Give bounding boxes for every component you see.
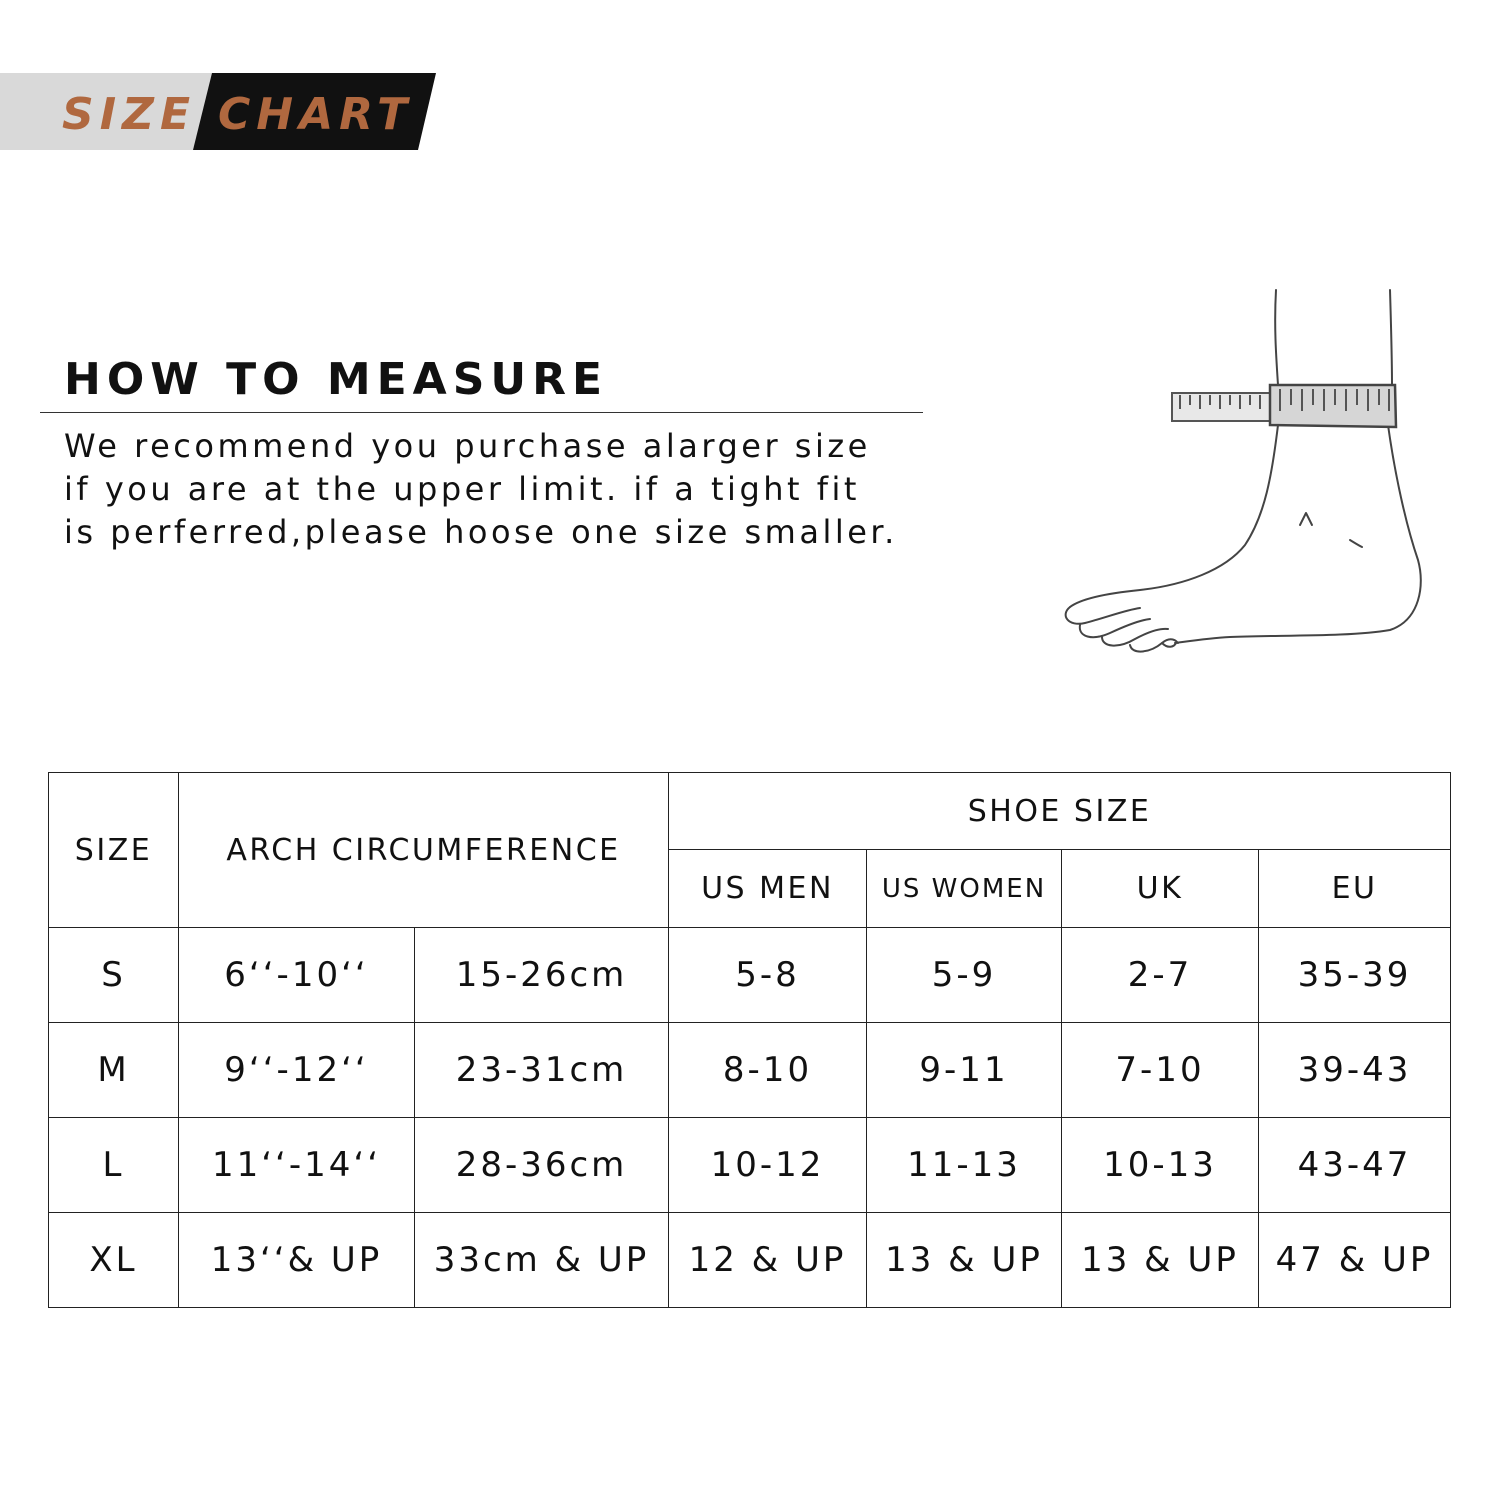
cell-arch-inch: 9‘‘-12‘‘ [179, 1023, 415, 1118]
instruction-line-2: if you are at the upper limit. if a tight fit [64, 470, 860, 508]
cell-arch-inch: 6‘‘-10‘‘ [179, 928, 415, 1023]
cell-arch-inch: 11‘‘-14‘‘ [179, 1118, 415, 1213]
cell-size: XL [49, 1213, 179, 1308]
cell-uk: 13 & UP [1062, 1213, 1259, 1308]
cell-uk: 10-13 [1062, 1118, 1259, 1213]
banner-word-size: SIZE [62, 89, 197, 140]
cell-size: L [49, 1118, 179, 1213]
banner-word-chart: CHART [218, 89, 414, 140]
header-us-men: US MEN [669, 850, 867, 928]
cell-arch-cm: 15-26cm [415, 928, 669, 1023]
cell-uk: 7-10 [1062, 1023, 1259, 1118]
cell-us-women: 9-11 [867, 1023, 1062, 1118]
cell-us-men: 5-8 [669, 928, 867, 1023]
cell-size: S [49, 928, 179, 1023]
cell-eu: 35-39 [1259, 928, 1451, 1023]
instruction-line-3: is perferred,please hoose one size smaller. [64, 513, 898, 551]
size-chart-table [48, 772, 1451, 1308]
foot-measuring-tape-icon [1050, 285, 1440, 655]
header-us-women: US WOMEN [867, 850, 1062, 928]
size-chart-banner [0, 73, 440, 150]
header-size: SIZE [49, 773, 179, 928]
cell-us-women: 5-9 [867, 928, 1062, 1023]
header-eu: EU [1259, 850, 1451, 928]
title-divider [40, 412, 923, 413]
table-row [49, 1118, 1451, 1213]
header-shoe-size: SHOE SIZE [669, 773, 1451, 850]
cell-arch-inch: 13‘‘& UP [179, 1213, 415, 1308]
table-row [49, 1023, 1451, 1118]
table-row [49, 1213, 1451, 1308]
cell-us-women: 11-13 [867, 1118, 1062, 1213]
cell-us-men: 10-12 [669, 1118, 867, 1213]
header-uk: UK [1062, 850, 1259, 928]
cell-us-men: 12 & UP [669, 1213, 867, 1308]
how-to-measure-title: HOW TO MEASURE [64, 354, 609, 405]
cell-arch-cm: 28-36cm [415, 1118, 669, 1213]
cell-size: M [49, 1023, 179, 1118]
cell-arch-cm: 33cm & UP [415, 1213, 669, 1308]
cell-us-women: 13 & UP [867, 1213, 1062, 1308]
table-row [49, 928, 1451, 1023]
cell-eu: 43-47 [1259, 1118, 1451, 1213]
table-header-row [49, 773, 1451, 850]
cell-us-men: 8-10 [669, 1023, 867, 1118]
header-arch-circumference: ARCH CIRCUMFERENCE [179, 773, 669, 928]
cell-eu: 39-43 [1259, 1023, 1451, 1118]
cell-arch-cm: 23-31cm [415, 1023, 669, 1118]
cell-uk: 2-7 [1062, 928, 1259, 1023]
measure-instructions [64, 425, 944, 554]
cell-eu: 47 & UP [1259, 1213, 1451, 1308]
instruction-line-1: We recommend you purchase alarger size [64, 427, 871, 465]
